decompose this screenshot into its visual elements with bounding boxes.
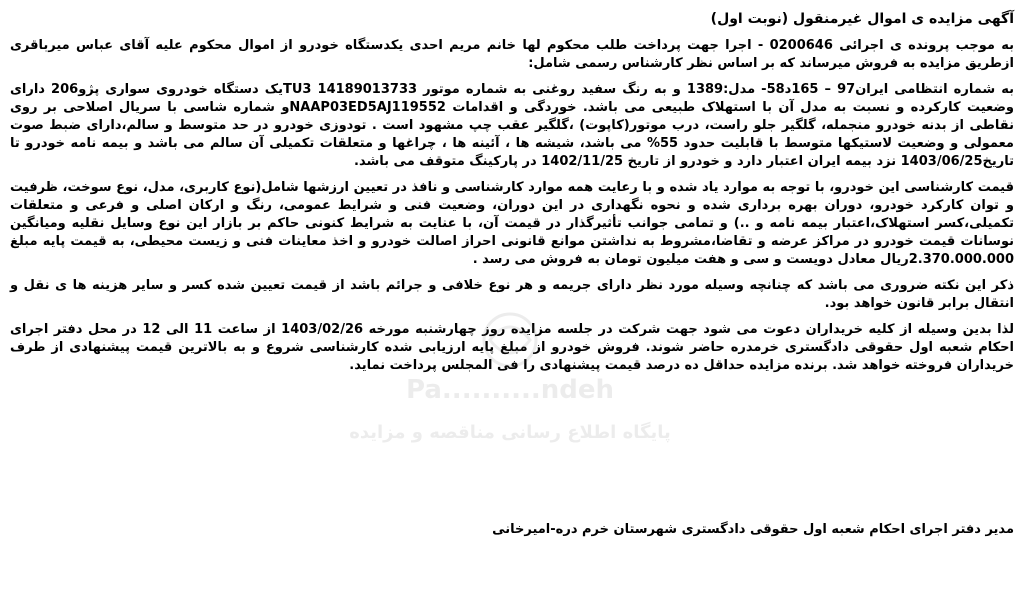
notice-paragraph-vehicle: به شماره انتظامی ایران97 – 165د58- مدل:1389 و به رنگ سفید روغنی به شماره موتور 14189013733 TU3یک دستگاه خودروی سواری پژو206 دارای وضعیت کارکرده و نسبت به مدل آن با استهلاک طبیعی می باشد. خوردگی و اقدامات NAAP03ED5AJ119552و شماره شاسی با سریال اصلاحی بر روی نقاطی از بدنه خودرو منجمله، گلگیر جلو راست، درب موتور(کاپوت) ،گلگیر عقب چپ مشهود است . تودوزی خودرو در حد متوسط و سالم،دارای ضبط صوت معمولی و وضعیت لاستیکها متوسط با قابلیت حدود 55% می باشد، شیشه ها ، آئینه ها ، چراغها و متعلقات تکمیلی آن سالم می باشد و بیمه نامه خودرو تا تاریخ1403/06/25 نزد بیمه ایران اعتبار دارد و خودرو از تاریخ 1402/11/25 در پارکینگ متوقف می باشد. (10, 82, 1015, 169)
watermark-persian-text: پایگاه اطلاع رسانی مناقصه و مزایده (349, 422, 671, 443)
notice-paragraph-invitation: لذا بدین وسیله از کلیه خریداران دعوت می شود جهت شرکت در جلسه مزایده روز چهارشنبه مورخه 1403/02/26 از ساعت 11 الی 12 در محل دفتر اجرای احکام شعبه اول حقوقی دادگستری خرمدره حاضر شوند. فروش خودرو از مبلغ پایه ارزیابی شده کارشناسی شروع و به بالاترین قیمت پیشنهادی از طرف خریداران فروخته خواهد شد. برنده مزایده حداقل ده درصد قیمت پیشنهادی را فی المجلس پرداخت نماید. (10, 322, 1015, 373)
notice-paragraph-case: به موجب پرونده ی اجرائی 0200646 - اجرا جهت پرداخت طلب محکوم لها خانم مریم احدی یکدستگاه خودرو از اموال محکوم علیه آقای عباس میرباقری ازطریق مزایده به فروش میرساند که بر اساس نظر کارشناس رسمی شامل: (10, 38, 1015, 71)
notice-paragraph-price: قیمت کارشناسی این خودرو، با توجه به موارد یاد شده و با رعایت همه موارد کارشناسی و نافذ در تعیین ارزشها شامل(نوع کاربری، مدل، نوع سوخت، ظرفیت و توان کارکرد خودرو، دوران بهره برداری شده و نحوه نگهداری در این دوران، وضعیت فنی و شرایط عمومی، رنگ و ارکان اصلی و فرعی و متعلقات تکمیلی،کسر استهلاک،اعتبار بیمه نامه و ..) و تمامی جوانب تأثیرگذار در قیمت آن، با عنایت به شرایط کنونی حاکم بر بازار این نوع وسایل نقلیه ومیانگین نوسانات قیمت خودرو در مراکز عرضه و تقاضا،مشروط به نداشتن موانع قانونی احراز اصالت خودرو و اخذ معاینات فنی و زیست محیطی، به قیمت پایه مبلغ 2.370.000.000ریال معادل دویست و سی و هفت میلیون تومان به فروش می رسد . (10, 180, 1014, 267)
watermark-latin-text: Pa..........ndeh (406, 375, 614, 405)
notice-signature: مدیر دفتر اجرای احکام شعبه اول حقوقی دادگستری شهرستان خرم دره-امیرخانی (492, 522, 1014, 537)
notice-paragraph-fines: ذکر این نکته ضروری می باشد که چنانچه وسیله مورد نظر دارای جریمه و هر نوع خلافی و جرائم باشد از قیمت تعیین شده کسر و سایر هزینه ها ی نقل و انتقال برابر قانون خواهد بود. (10, 278, 1014, 311)
notice-title: آگهی مزایده ی اموال غیرمنقول (نوبت اول) (710, 11, 1014, 27)
